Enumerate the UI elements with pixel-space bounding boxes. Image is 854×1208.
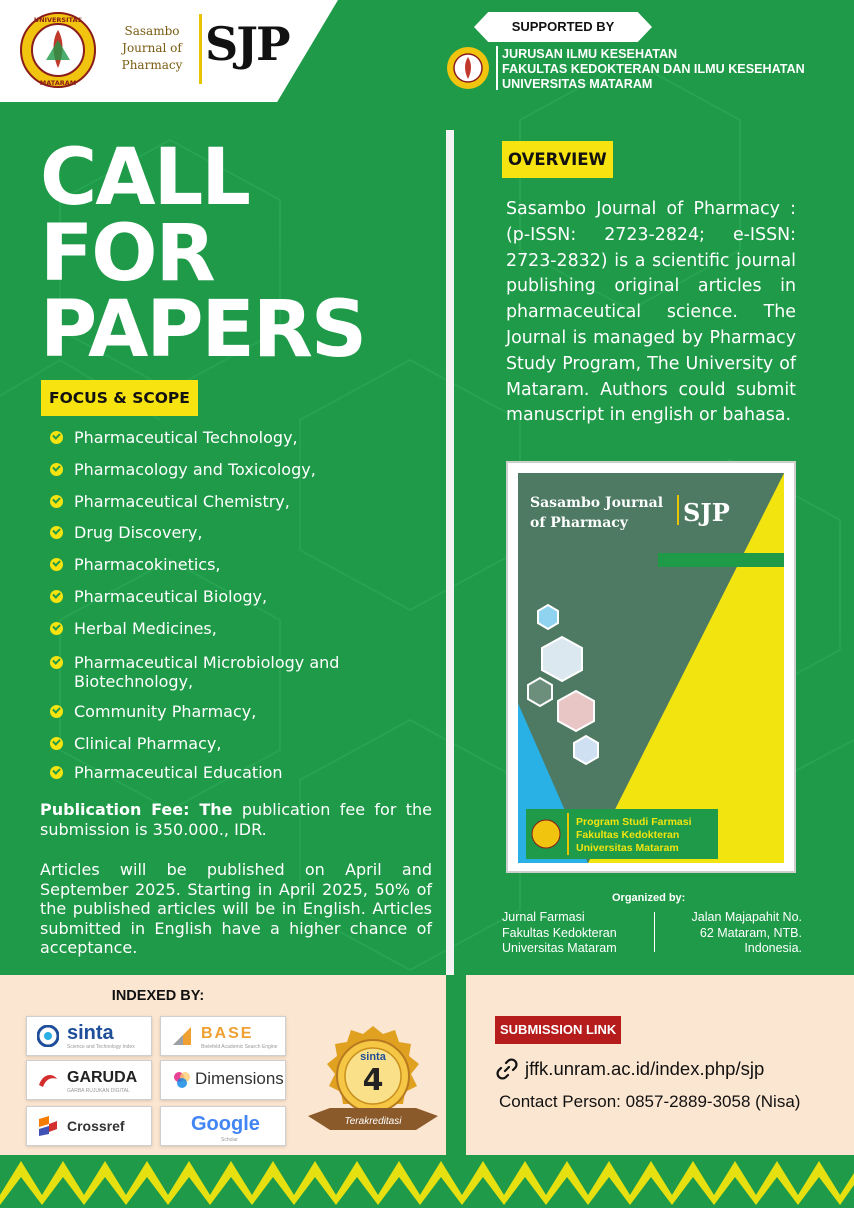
focus-scope-heading: FOCUS & SCOPE (41, 380, 198, 416)
indexed-by-heading: INDEXED BY: (111, 988, 205, 1004)
publication-schedule: Articles will be published on April and September 2025. Starting in April 2025, 50% of the published articles will be in English. Articles submitted in English have a higher chance of acceptance. (40, 860, 432, 957)
cover-sjp-mark: SJP (683, 498, 730, 527)
scope-item: Pharmaceutical Chemistry, (46, 492, 290, 511)
cover-footer-line-1: Program Studi Farmasi (576, 816, 692, 828)
cover-title-line-2: of Pharmacy (530, 515, 628, 531)
sinta-badge-rank: 4 (362, 1063, 384, 1098)
check-icon (50, 526, 63, 539)
journal-divider (199, 14, 202, 84)
check-icon (50, 766, 63, 779)
organizer-address: Jalan Majapahit No. 62 Mataram, NTB. Indonesia. (691, 910, 802, 955)
supporter-divider (496, 46, 498, 90)
scope-item: Pharmaceutical Technology, (46, 428, 298, 447)
scope-item: Drug Discovery, (46, 523, 202, 542)
check-icon (50, 656, 63, 669)
bottom-divider (446, 975, 466, 1155)
supported-by-label: SUPPORTED BY (511, 19, 615, 34)
scope-item: Pharmaceutical Education (46, 763, 283, 782)
contact-person: Contact Person: 0857-2889-3058 (Nisa) (499, 1092, 801, 1111)
organized-by-label: Organized by: (612, 892, 686, 904)
footer-zigzag-pattern (0, 1155, 854, 1208)
journal-name: Sasambo Journal of Pharmacy (121, 24, 183, 72)
supporter-university-logo (446, 46, 490, 90)
check-icon (50, 431, 63, 444)
sinta-badge-label: sinta (360, 1051, 386, 1063)
sinta-index-logo: sinta Science and Technology Index (26, 1016, 152, 1056)
submission-url-link[interactable]: jffk.unram.ac.id/index.php/sjp (525, 1058, 765, 1079)
dimensions-index-logo: Dimensions (160, 1060, 286, 1100)
sinta-badge-ribbon: Terakreditasi (344, 1116, 402, 1127)
journal-cover-image (506, 461, 796, 873)
university-mataram-logo (18, 10, 98, 90)
scope-item: Clinical Pharmacy, (46, 734, 221, 753)
sinta-icon (37, 1025, 59, 1047)
overview-heading: OVERVIEW (502, 141, 613, 178)
scope-item: Pharmacology and Toxicology, (46, 460, 316, 479)
base-icon (171, 1025, 193, 1047)
link-icon (495, 1057, 519, 1081)
organizer-details: Jurnal Farmasi Fakultas Kedokteran Universitas Mataram (502, 910, 617, 955)
call-for-papers-title: CALL FOR PAPERS (40, 133, 366, 375)
organizer-divider (654, 912, 655, 952)
garuda-icon (37, 1069, 59, 1091)
base-index-logo: BASE Bielefeld Academic Search Engine (160, 1016, 286, 1056)
garuda-index-logo: GARUDA GARBA RUJUKAN DIGITAL (26, 1060, 152, 1100)
check-icon (50, 558, 63, 571)
column-divider (446, 130, 454, 975)
check-icon (50, 495, 63, 508)
journal-cover-art (518, 473, 784, 863)
publication-fee: Publication Fee: The publication fee for the submission is 350.000., IDR. (40, 800, 433, 839)
scope-item: Pharmaceutical Microbiology and Biotechnology, (46, 653, 404, 691)
check-icon (50, 463, 63, 476)
svg-text:UNIVERSITAS: UNIVERSITAS (33, 16, 83, 24)
scope-item: Pharmaceutical Biology, (46, 587, 267, 606)
sinta-accreditation-badge (300, 1020, 446, 1140)
svg-text:MATARAM: MATARAM (39, 79, 77, 87)
dimensions-icon (171, 1069, 193, 1091)
cover-title-line-1: Sasambo Journal (530, 495, 664, 511)
crossref-icon (37, 1115, 59, 1137)
check-icon (50, 590, 63, 603)
submission-link-heading: SUBMISSION LINK (495, 1016, 621, 1044)
cover-footer-line-2: Fakultas Kedokteran (576, 829, 680, 841)
check-icon (50, 737, 63, 750)
scope-item: Community Pharmacy, (46, 702, 256, 721)
overview-text: Sasambo Journal of Pharmacy : (p-ISSN: 2723-2824; e-ISSN: 2723-2832) is a scientific journal publishing original articles in pharmaceutical science. The Journal is managed by Pharmacy Study Program, The University of Mataram. Authors could submit manuscript in english or bahasa. (506, 199, 796, 426)
google-scholar-index-logo: Google Scholar (160, 1106, 286, 1146)
sjp-logo-mark: SJP (205, 17, 289, 71)
cover-footer-line-3: Universitas Mataram (576, 842, 679, 854)
scope-item: Herbal Medicines, (46, 619, 217, 638)
crossref-index-logo: Crossref (26, 1106, 152, 1146)
check-icon (50, 622, 63, 635)
scope-item: Pharmacokinetics, (46, 555, 221, 574)
check-icon (50, 705, 63, 718)
supporter-details: JURUSAN ILMU KESEHATAN FAKULTAS KEDOKTERAN DAN ILMU KESEHATAN UNIVERSITAS MATARAM (502, 47, 805, 91)
